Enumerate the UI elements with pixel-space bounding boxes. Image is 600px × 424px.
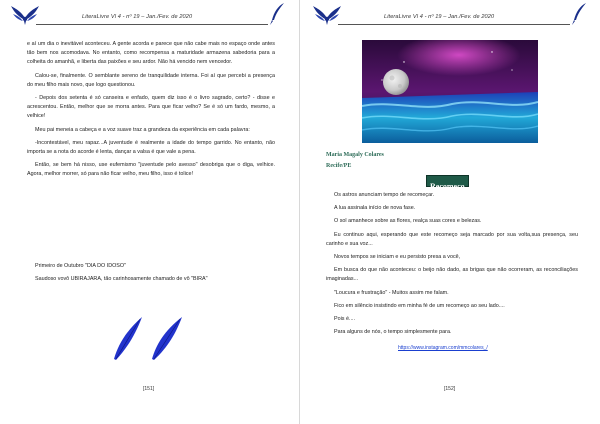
page-number: [152]	[444, 386, 456, 392]
paragraph: -Incontestável, meu rapaz...A juventude é realmente a idade do tempo garrido. No entanto, não importa se a nota do acorde é lenta, dançar a valsa é que vale a pena.	[27, 139, 275, 156]
poem-line: O sol amanhece sobre as flores, realça suas cores e belezas.	[334, 218, 482, 225]
left-header-rule	[36, 24, 268, 25]
paragraph: Meu pai meneia a cabeça e a voz suave traz a grandeza da experiência em cada palavra:	[35, 126, 250, 133]
poem-line: A lua assinala início de nova fase.	[334, 205, 416, 212]
paragraph: - Depois dos setenta é só canseira e enfado, quem diz isso é o livro sagrado, certo? - disse e acrescentou. Então, melhor que se morra antes. Para que ficar velho? Se é só um fardo, mesmo, a velhice!	[27, 95, 275, 120]
poem-line: "Loucura e frustração" - Muitos assim me falam.	[334, 289, 449, 296]
poem-line: Novos tempos se iniciam e eu persisto presa a você,	[334, 254, 461, 261]
left-body	[27, 40, 275, 184]
instagram-link[interactable]: https://www.instagram.com/mmcolares_/	[398, 345, 488, 351]
night-moon-seascape-illustration	[362, 40, 538, 143]
poem-title: Recomeço	[430, 182, 465, 191]
poem-line: Fico em silêncio insistindo em minha fé de um recomeço ao seu lado....	[334, 302, 505, 309]
blue-feathers-decoration	[110, 315, 190, 361]
poem-line: Os astros anunciam tempo de recomeçar.	[334, 192, 435, 198]
winged-emblem-icon	[312, 4, 342, 26]
right-header-title: LiteraLivre Vl 4 - nº 19 – Jan./Fev. de 2020	[384, 14, 495, 20]
winged-emblem-icon	[10, 4, 40, 26]
quill-pen-icon	[268, 2, 286, 26]
poem-line: Pois é....	[334, 316, 355, 323]
paragraph: Calou-se, finalmente. O semblante sereno de tranquilidade interna. Foi aí que percebi a presença do meu filho mais novo, que logo questionou.	[27, 72, 275, 88]
poem-line: Eu continuo aqui, esperando que este recomeço seja marcado por sua volta,sua presença, seu carinho e sua voz...	[326, 231, 578, 247]
author-city: Recife/PE	[326, 163, 352, 169]
poem-line: Para alguns de nós, o tempo simplesmente para.	[334, 329, 452, 336]
paragraph: e aí um dia o inevitável aconteceu. A gente acorda e parece que não cabe mais no espaço onde antes tão bem nos acomodava. No entanto, como recompensa a maturidade armazena sabedoria para a colheita do amanhã, e liberta das paixões e seu ardor. Não há vencido nem vencedor.	[27, 41, 275, 66]
left-footnote	[27, 262, 275, 288]
page-number: [151]	[143, 386, 155, 392]
footnote-line: Saudoso vovô UBIRAJARA, tão carinhosamente chamado de vô "BIRA"	[35, 276, 208, 283]
left-header	[0, 6, 300, 30]
paragraph: Então, se bem há nisso, use eufemismo "juventude pelo avesso" desobriga que o diga, velhice. Agora, melhor morrer, só para não ficar velho, meu filho, isso é tolice!	[27, 162, 275, 178]
poem-line: Em busca do que não aconteceu: o beijo não dado, as brigas que não ocorreram, as reconciliações imaginadas...	[326, 267, 578, 283]
title-box	[426, 175, 469, 191]
footnote-line: Primeiro de Outubro "DIA DO IDOSO"	[35, 263, 127, 269]
poem	[326, 191, 578, 341]
right-page	[300, 0, 600, 424]
left-header-title: LiteraLivre Vl 4 - nº 19 – Jan./Fev. de 2020	[82, 14, 193, 20]
right-header	[300, 6, 600, 30]
quill-pen-icon	[570, 2, 588, 26]
right-header-rule	[338, 24, 570, 25]
author-name: Maria Magaly Colares	[326, 152, 384, 158]
